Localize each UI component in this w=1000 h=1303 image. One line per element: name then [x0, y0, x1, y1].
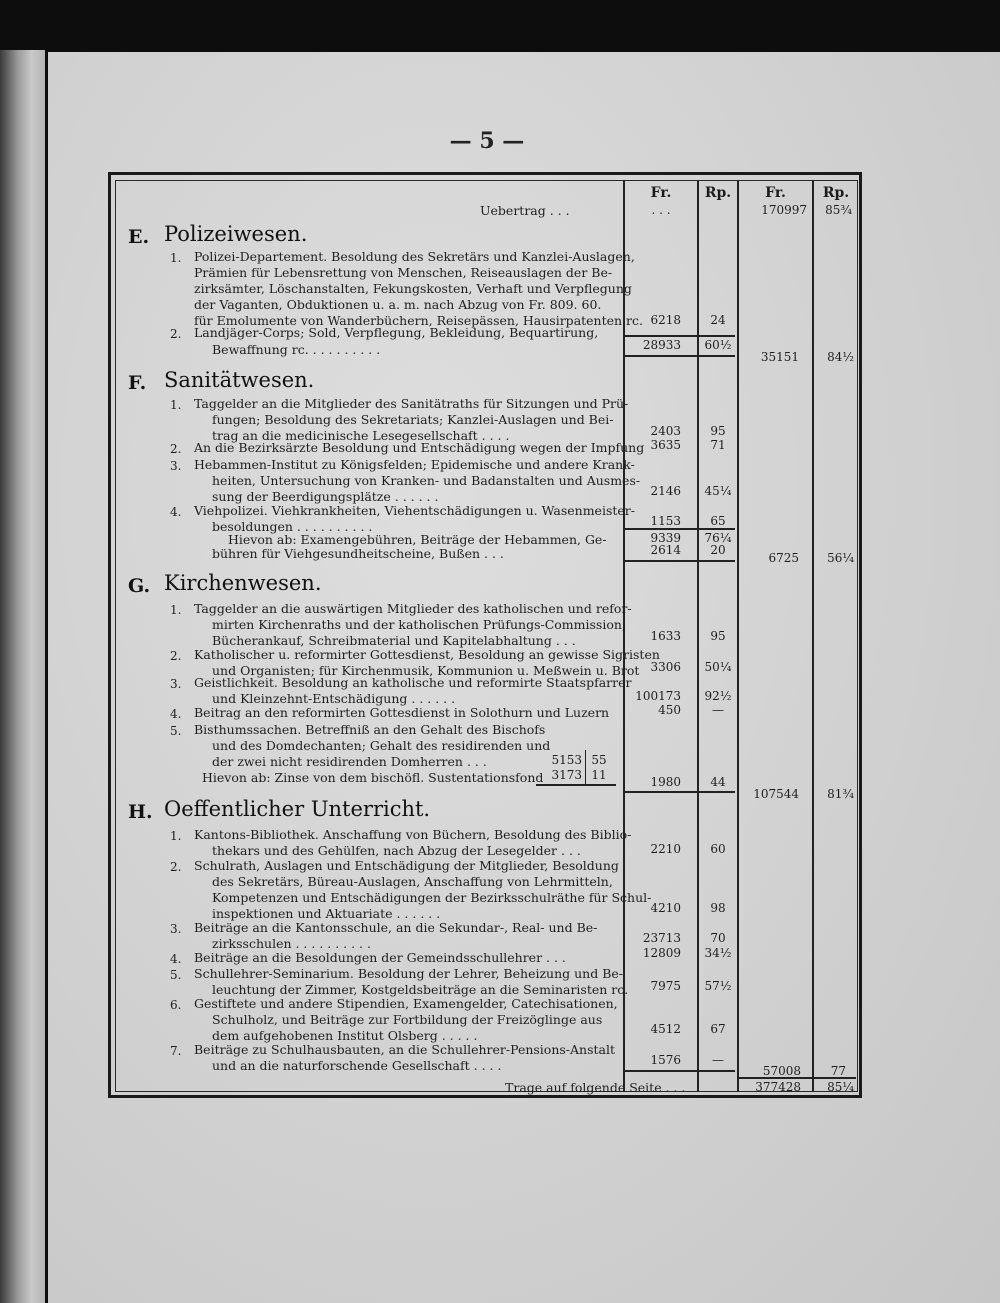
amount-rp: 92½: [704, 689, 732, 703]
section-letter: F.: [128, 372, 147, 394]
item-line: Bewaffnung rc. . . . . . . . . .: [212, 342, 381, 357]
item-line: Beiträge zu Schulhausbauten, an die Schullehrer-Pensions-Anstalt: [194, 1042, 616, 1057]
amount-fr: 12809: [642, 946, 681, 960]
item-line: Gestiftete und andere Stipendien, Examengelder, Catechisationen,: [194, 996, 618, 1011]
deduction-line: bühren für Viehgesundheitscheine, Bußen . . .: [212, 546, 504, 561]
section-title: Kirchenwesen.: [164, 571, 322, 595]
amount-rp: 70: [710, 931, 726, 945]
item-line: und des Domdechanten; Gehalt des residirenden und: [212, 738, 551, 753]
section-total-rp: 56¼: [827, 551, 854, 565]
amount-rp: 98: [710, 901, 726, 915]
sum-rule: [625, 560, 735, 562]
amount-fr: 1633: [650, 629, 681, 643]
amount-fr: 2146: [650, 484, 681, 498]
amount-fr: 1153: [650, 514, 681, 528]
carry-forward-label: Trage auf folgende Seite . . .: [505, 1080, 686, 1095]
item-index: 3.: [170, 922, 182, 936]
header-fr-1: Fr.: [650, 185, 672, 201]
amount-rp: 65: [710, 514, 726, 528]
section-total-fr: 107544: [753, 787, 799, 801]
item-line: Bücherankauf, Schreibmaterial und Kapitelabhaltung . . .: [212, 633, 576, 648]
uebertrag-fr: 170997: [761, 203, 807, 217]
amount-fr: 28933: [642, 338, 681, 352]
item-line: der zwei nicht residirenden Domherren . . .: [212, 754, 487, 769]
item-line: Schulrath, Auslagen und Entschädigung der Mitglieder, Besoldung: [194, 858, 619, 873]
section-title: Sanitätwesen.: [164, 368, 315, 392]
subtotal-rp: 76¼: [704, 531, 732, 545]
amount-rp: 60: [710, 842, 726, 856]
inner-column-rule: [585, 750, 586, 786]
item-index: 4.: [170, 707, 182, 721]
amount-fr: 4512: [650, 1022, 681, 1036]
header-fr-2: Fr.: [765, 185, 786, 201]
deduction-fr: 1980: [650, 775, 681, 789]
item-line: zirksschulen . . . . . . . . . .: [212, 936, 371, 951]
inner-deduction-fr: 3173: [551, 768, 582, 782]
sum-rule: [625, 528, 735, 530]
sum-rule: [625, 1070, 735, 1072]
item-line: Kompetenzen und Entschädigungen der Bezirksschulräthe für Schul-: [212, 890, 652, 905]
sum-rule: [536, 784, 616, 786]
inner-amount-fr: 5153: [551, 753, 582, 767]
item-line: Polizei-Departement. Besoldung des Sekretärs und Kanzlei-Auslagen,: [194, 249, 635, 264]
item-line: Prämien für Lebensrettung von Menschen, Reiseauslagen der Be-: [194, 265, 613, 280]
amount-rp: 24: [710, 313, 726, 327]
deduction-line: Hievon ab: Zinse von dem bischöfl. Sustentationsfond: [202, 770, 544, 785]
deduction-fr: 2614: [650, 543, 681, 557]
item-line: Landjäger-Corps; Sold, Verpflegung, Bekleidung, Bequartirung,: [194, 325, 599, 340]
amount-rp: 60½: [704, 338, 732, 352]
item-index: 4.: [170, 505, 182, 519]
header-rp-1: Rp.: [704, 185, 732, 201]
amount-rp: 57½: [704, 979, 732, 993]
item-line: Hebammen-Institut zu Königsfelden; Epidemische und andere Krank-: [194, 457, 635, 472]
amount-rp: —: [712, 1053, 724, 1067]
section-title: Oeffentlicher Unterricht.: [164, 797, 431, 821]
item-line: Schulholz, und Beiträge zur Fortbildung der Freizöglinge aus: [212, 1012, 603, 1027]
sum-rule: [739, 1077, 856, 1079]
item-index: 2.: [170, 649, 182, 663]
sum-rule: [625, 335, 735, 337]
subtotal-fr: 9339: [650, 531, 681, 545]
section-total-rp: 77: [830, 1064, 846, 1078]
section-title: Polizeiwesen.: [164, 222, 308, 246]
amount-fr: 6218: [650, 313, 681, 327]
amount-rp: —: [712, 703, 724, 717]
section-letter: E.: [128, 226, 150, 248]
item-index: 3.: [170, 677, 182, 691]
item-index: 2.: [170, 327, 182, 341]
item-line: Schullehrer-Seminarium. Besoldung der Lehrer, Beheizung und Be-: [194, 966, 624, 981]
item-line: heiten, Untersuchung von Kranken- und Badanstalten und Ausmes-: [212, 473, 641, 488]
item-line: der Vaganten, Obduktionen u. a. m. nach Abzug von Fr. 809. 60.: [194, 297, 602, 312]
item-index: 2.: [170, 442, 182, 456]
uebertrag-label: Uebertrag . . .: [480, 203, 570, 218]
amount-fr: 1576: [650, 1053, 681, 1067]
amount-rp: 71: [710, 438, 726, 452]
item-line: zirksämter, Löschanstalten, Fekungskosten, Verhaft und Verpflegung: [194, 281, 632, 296]
section-total-rp: 84½: [827, 350, 854, 364]
amount-fr: 450: [658, 703, 681, 717]
header-rp-2: Rp.: [822, 185, 850, 201]
item-line: dem aufgehobenen Institut Olsberg . . . . .: [212, 1028, 478, 1043]
item-line: für Emolumente von Wanderbüchern, Reisepässen, Hausirpatenten rc.: [194, 313, 644, 328]
amount-rp: 95: [710, 424, 726, 438]
item-index: 5.: [170, 968, 182, 982]
item-line: besoldungen . . . . . . . . . .: [212, 519, 373, 534]
item-index: 1.: [170, 603, 182, 617]
amount-rp: 45¼: [704, 484, 732, 498]
carry-forward-fr: 377428: [755, 1080, 801, 1094]
item-line: Beiträge an die Besoldungen der Gemeindsschullehrer . . .: [194, 950, 566, 965]
item-line: thekars und des Gehülfen, nach Abzug der Lesegelder . . .: [212, 843, 581, 858]
amount-fr: 3306: [650, 660, 681, 674]
item-line: leuchtung der Zimmer, Kostgeldsbeiträge an die Seminaristen rc.: [212, 982, 629, 997]
item-line: des Sekretärs, Büreau-Auslagen, Anschaffung von Lehrmitteln,: [212, 874, 613, 889]
amount-fr: 3635: [650, 438, 681, 452]
uebertrag-dots: . . .: [651, 203, 671, 217]
amount-fr: 7975: [650, 979, 681, 993]
amount-fr: 2403: [650, 424, 681, 438]
item-index: 5.: [170, 724, 182, 738]
item-line: Kantons-Bibliothek. Anschaffung von Büchern, Besoldung des Biblio-: [194, 827, 632, 842]
item-line: inspektionen und Aktuariate . . . . . .: [212, 906, 441, 921]
carry-forward-rp: 85¼: [827, 1080, 854, 1094]
item-line: und an die naturforschende Gesellschaft . . . .: [212, 1058, 502, 1073]
item-line: Viehpolizei. Viehkrankheiten, Viehentschädigungen u. Wasenmeister-: [194, 503, 635, 518]
deduction-rp: 44: [710, 775, 726, 789]
amount-rp: 95: [710, 629, 726, 643]
inner-deduction-rp: 11: [591, 768, 607, 782]
item-line: Katholischer u. reformirter Gottesdienst, Besoldung an gewisse Sigristen: [194, 647, 660, 662]
item-line: trag an die medicinische Lesegesellschaft . . . .: [212, 428, 510, 443]
item-line: Geistlichkeit. Besoldung an katholische und reformirte Staatspfarrer: [194, 675, 632, 690]
uebertrag-rp: 85¾: [825, 203, 852, 217]
amount-fr: 100173: [635, 689, 681, 703]
section-total-fr: 57008: [762, 1064, 801, 1078]
section-total-fr: 35151: [760, 350, 799, 364]
sum-rule: [625, 791, 735, 793]
item-line: Taggelder an die Mitglieder des Sanitätraths für Sitzungen und Prü-: [194, 396, 629, 411]
deduction-rp: 20: [710, 543, 726, 557]
item-line: Beiträge an die Kantonsschule, an die Sekundar-, Real- und Be-: [194, 920, 598, 935]
item-index: 3.: [170, 459, 182, 473]
item-index: 7.: [170, 1044, 182, 1058]
sum-rule: [625, 355, 735, 357]
item-index: 1.: [170, 398, 182, 412]
item-line: Taggelder an die auswärtigen Mitglieder des katholischen und refor-: [194, 601, 632, 616]
amount-fr: 23713: [642, 931, 681, 945]
item-index: 2.: [170, 860, 182, 874]
amount-rp: 50¼: [704, 660, 732, 674]
inner-amount-rp: 55: [591, 753, 607, 767]
item-index: 6.: [170, 998, 182, 1012]
item-line: fungen; Besoldung des Sekretariats; Kanzlei-Auslagen und Bei-: [212, 412, 614, 427]
section-letter: H.: [128, 801, 153, 823]
deduction-line: Hievon ab: Examengebühren, Beiträge der Hebammen, Ge-: [228, 532, 607, 547]
column-rule: [812, 180, 814, 1092]
page-number: — 5 —: [449, 128, 525, 154]
column-rule: [737, 180, 739, 1092]
item-line: Beitrag an den reformirten Gottesdienst in Solothurn und Luzern: [194, 705, 610, 720]
item-line: Bisthumssachen. Betreffniß an den Gehalt des Bischofs: [194, 722, 546, 737]
amount-fr: 2210: [650, 842, 681, 856]
amount-rp: 34½: [704, 946, 732, 960]
amount-rp: 67: [710, 1022, 726, 1036]
item-index: 4.: [170, 952, 182, 966]
item-line: und Organisten; für Kirchenmusik, Kommunion u. Meßwein u. Brot: [212, 663, 640, 678]
section-total-rp: 81¾: [827, 787, 854, 801]
item-line: sung der Beerdigungsplätze . . . . . .: [212, 489, 439, 504]
item-line: und Kleinzehnt-Entschädigung . . . . . .: [212, 691, 456, 706]
item-line: mirten Kirchenraths und der katholischen Prüfungs-Commission;: [212, 617, 627, 632]
item-index: 1.: [170, 829, 182, 843]
item-index: 1.: [170, 251, 182, 265]
item-line: An die Bezirksärzte Besoldung und Entschädigung wegen der Impfung: [194, 440, 645, 455]
amount-fr: 4210: [650, 901, 681, 915]
book-binding: [0, 50, 45, 1303]
section-total-fr: 6725: [768, 551, 799, 565]
section-letter: G.: [128, 575, 151, 597]
